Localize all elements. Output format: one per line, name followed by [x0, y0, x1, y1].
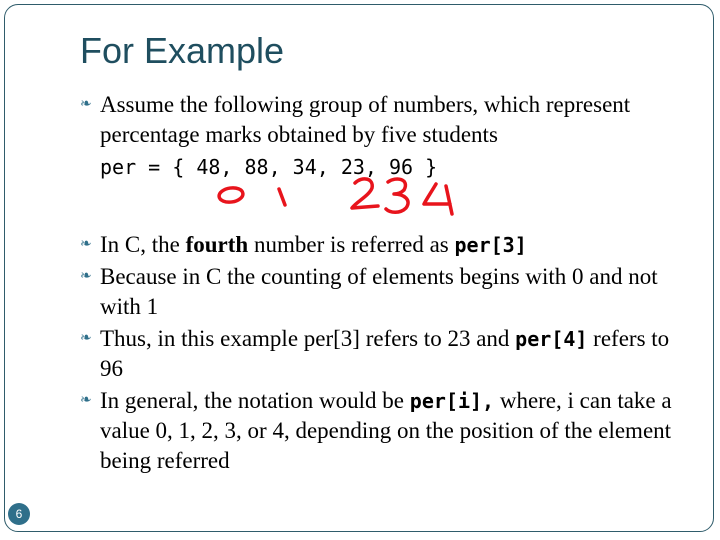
slide-title: For Example	[80, 30, 285, 71]
inline-code: per[4]	[515, 327, 588, 351]
bullet-item	[78, 262, 688, 322]
paragraph-text: number is referred as	[248, 232, 455, 257]
bullet-item	[78, 90, 688, 150]
bullet-item	[78, 324, 688, 384]
bullet-icon: ❧	[80, 97, 92, 112]
bullet-icon: ❧	[80, 393, 92, 408]
array-declaration: per = { 48, 88, 34, 23, 96 }	[100, 155, 438, 179]
paragraph-text: Because in C the counting of elements begins with 0 and not with 1	[100, 264, 658, 319]
inline-code: per[i],	[409, 389, 495, 413]
slide-body	[78, 90, 688, 476]
paragraph-text: In general, the notation would be	[100, 388, 410, 413]
bullet-item	[78, 230, 688, 260]
paragraph-text: Assume the following group of numbers, which represent percentage marks obtained by five students	[100, 92, 631, 147]
code-line-block	[78, 152, 688, 182]
paragraph-text: where, i can take a value 0, 1, 2, 3, or 4, depending on the position of the element being referred	[100, 388, 672, 473]
bullet-icon: ❧	[80, 331, 92, 346]
bullet-icon: ❧	[80, 237, 92, 252]
inline-code: per[3]	[454, 233, 527, 257]
bullet-item	[78, 386, 688, 476]
emphasis-text: fourth	[185, 232, 249, 257]
paragraph-text: Thus, in this example per[3] refers to 23 and	[100, 326, 516, 351]
paragraph-text: In C, the	[100, 232, 186, 257]
slide-number-badge: 6	[8, 503, 30, 525]
bullet-icon: ❧	[80, 269, 92, 284]
paragraph-text: refers to 96	[100, 326, 670, 381]
